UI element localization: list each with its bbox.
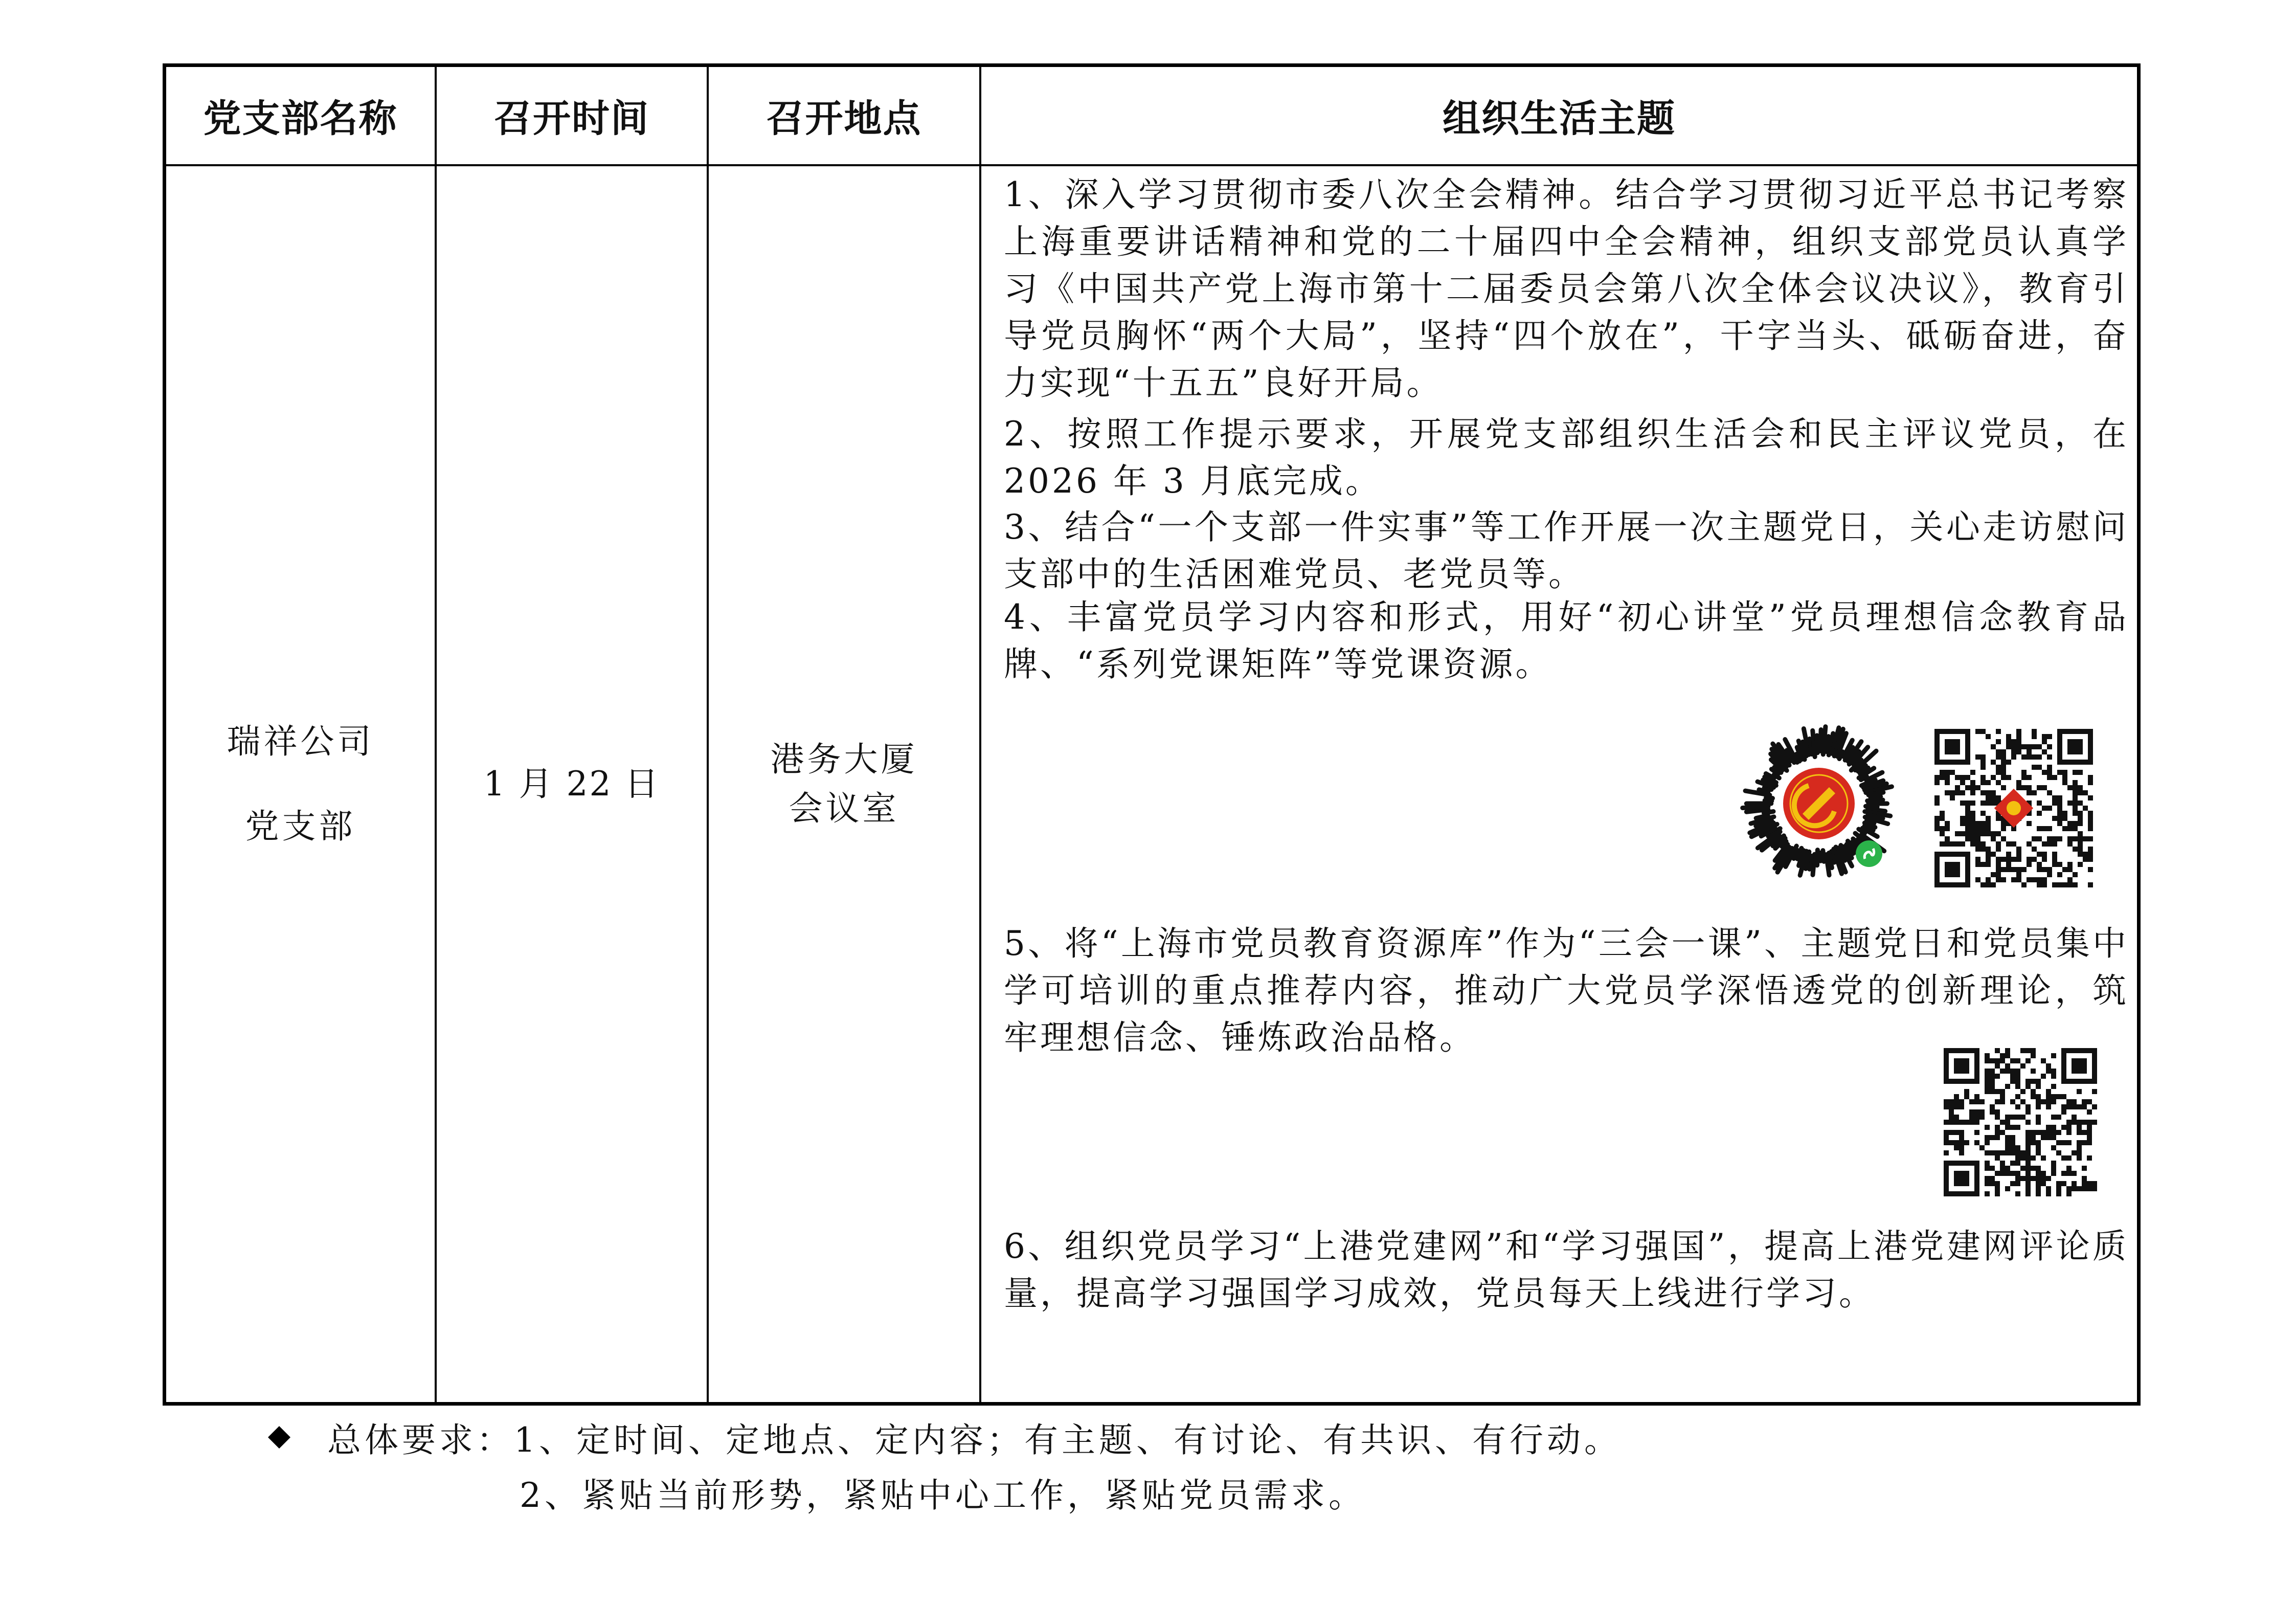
meeting-time: 1 月 22 日	[483, 764, 660, 804]
header-place: 召开地点	[766, 97, 922, 141]
theme-item-6: 6、组织党员学习“上港党建网”和“学习强国”，提高上港党建网评论质量，提高学习强国学习成效，党员每天上线进行学习。	[1004, 1227, 2129, 1313]
theme-cell	[983, 166, 2137, 1402]
place-line2: 会议室	[789, 789, 899, 828]
organization-life-table	[163, 63, 2141, 1406]
theme-item-1: 1、深入学习贯彻市委八次全会精神。结合学习贯彻习近平总书记考察上海重要讲话精神和党的二十届四中全会精神，组织支部党员认真学习《中国共产党上海市第十二届委员会第八次全体会议决议》，教育引导党员胸怀“两个大局”，坚持“四个放在”，干字当头、砥砺奋进，奋力实现“十五五”良好开局。	[1004, 175, 2129, 403]
branch-name-line1: 瑞祥公司	[227, 722, 374, 762]
place-line1: 港务大厦	[770, 740, 918, 780]
qr-code-icon	[1934, 729, 2093, 887]
header-branch-name: 党支部名称	[203, 97, 398, 141]
mini-program-code-icon	[1737, 722, 1901, 885]
theme-item-5: 5、将“上海市党员教育资源库”作为“三会一课”、主题党日和党员集中学可培训的重点推荐内容，推动广大党员学深悟透党的创新理论，筑牢理想信念、锤炼政治品格。	[1004, 924, 2129, 1057]
time-cell	[437, 166, 707, 1402]
theme-item-4: 4、丰富党员学习内容和形式，用好“初心讲堂”党员理想信念教育品牌、“系列党课矩阵”等党课资源。	[1004, 597, 2129, 684]
theme-item-3: 3、结合“一个支部一件实事”等工作开展一次主题党日，关心走访慰问支部中的生活困难党员、老党员等。	[1004, 507, 2129, 594]
branch-name-cell	[166, 166, 435, 1402]
branch-name-line2: 党支部	[245, 807, 356, 846]
place-cell	[709, 166, 979, 1402]
diamond-bullet-icon	[267, 1425, 291, 1450]
general-requirements-line2: 2、紧贴当前形势，紧贴中心工作，紧贴党员需求。	[520, 1476, 1366, 1515]
column-divider	[979, 67, 981, 1402]
header-time: 召开时间	[494, 97, 649, 141]
header-theme: 组织生活主题	[1443, 97, 1676, 141]
theme-item-2: 2、按照工作提示要求，开展党支部组织生活会和民主评议党员，在2026 年 3 月底完成。	[1004, 414, 2129, 501]
general-requirements-line1: 总体要求：1、定时间、定地点、定内容；有主题、有讨论、有共识、有行动。	[327, 1420, 1622, 1460]
qr-code-icon	[1944, 1048, 2097, 1196]
